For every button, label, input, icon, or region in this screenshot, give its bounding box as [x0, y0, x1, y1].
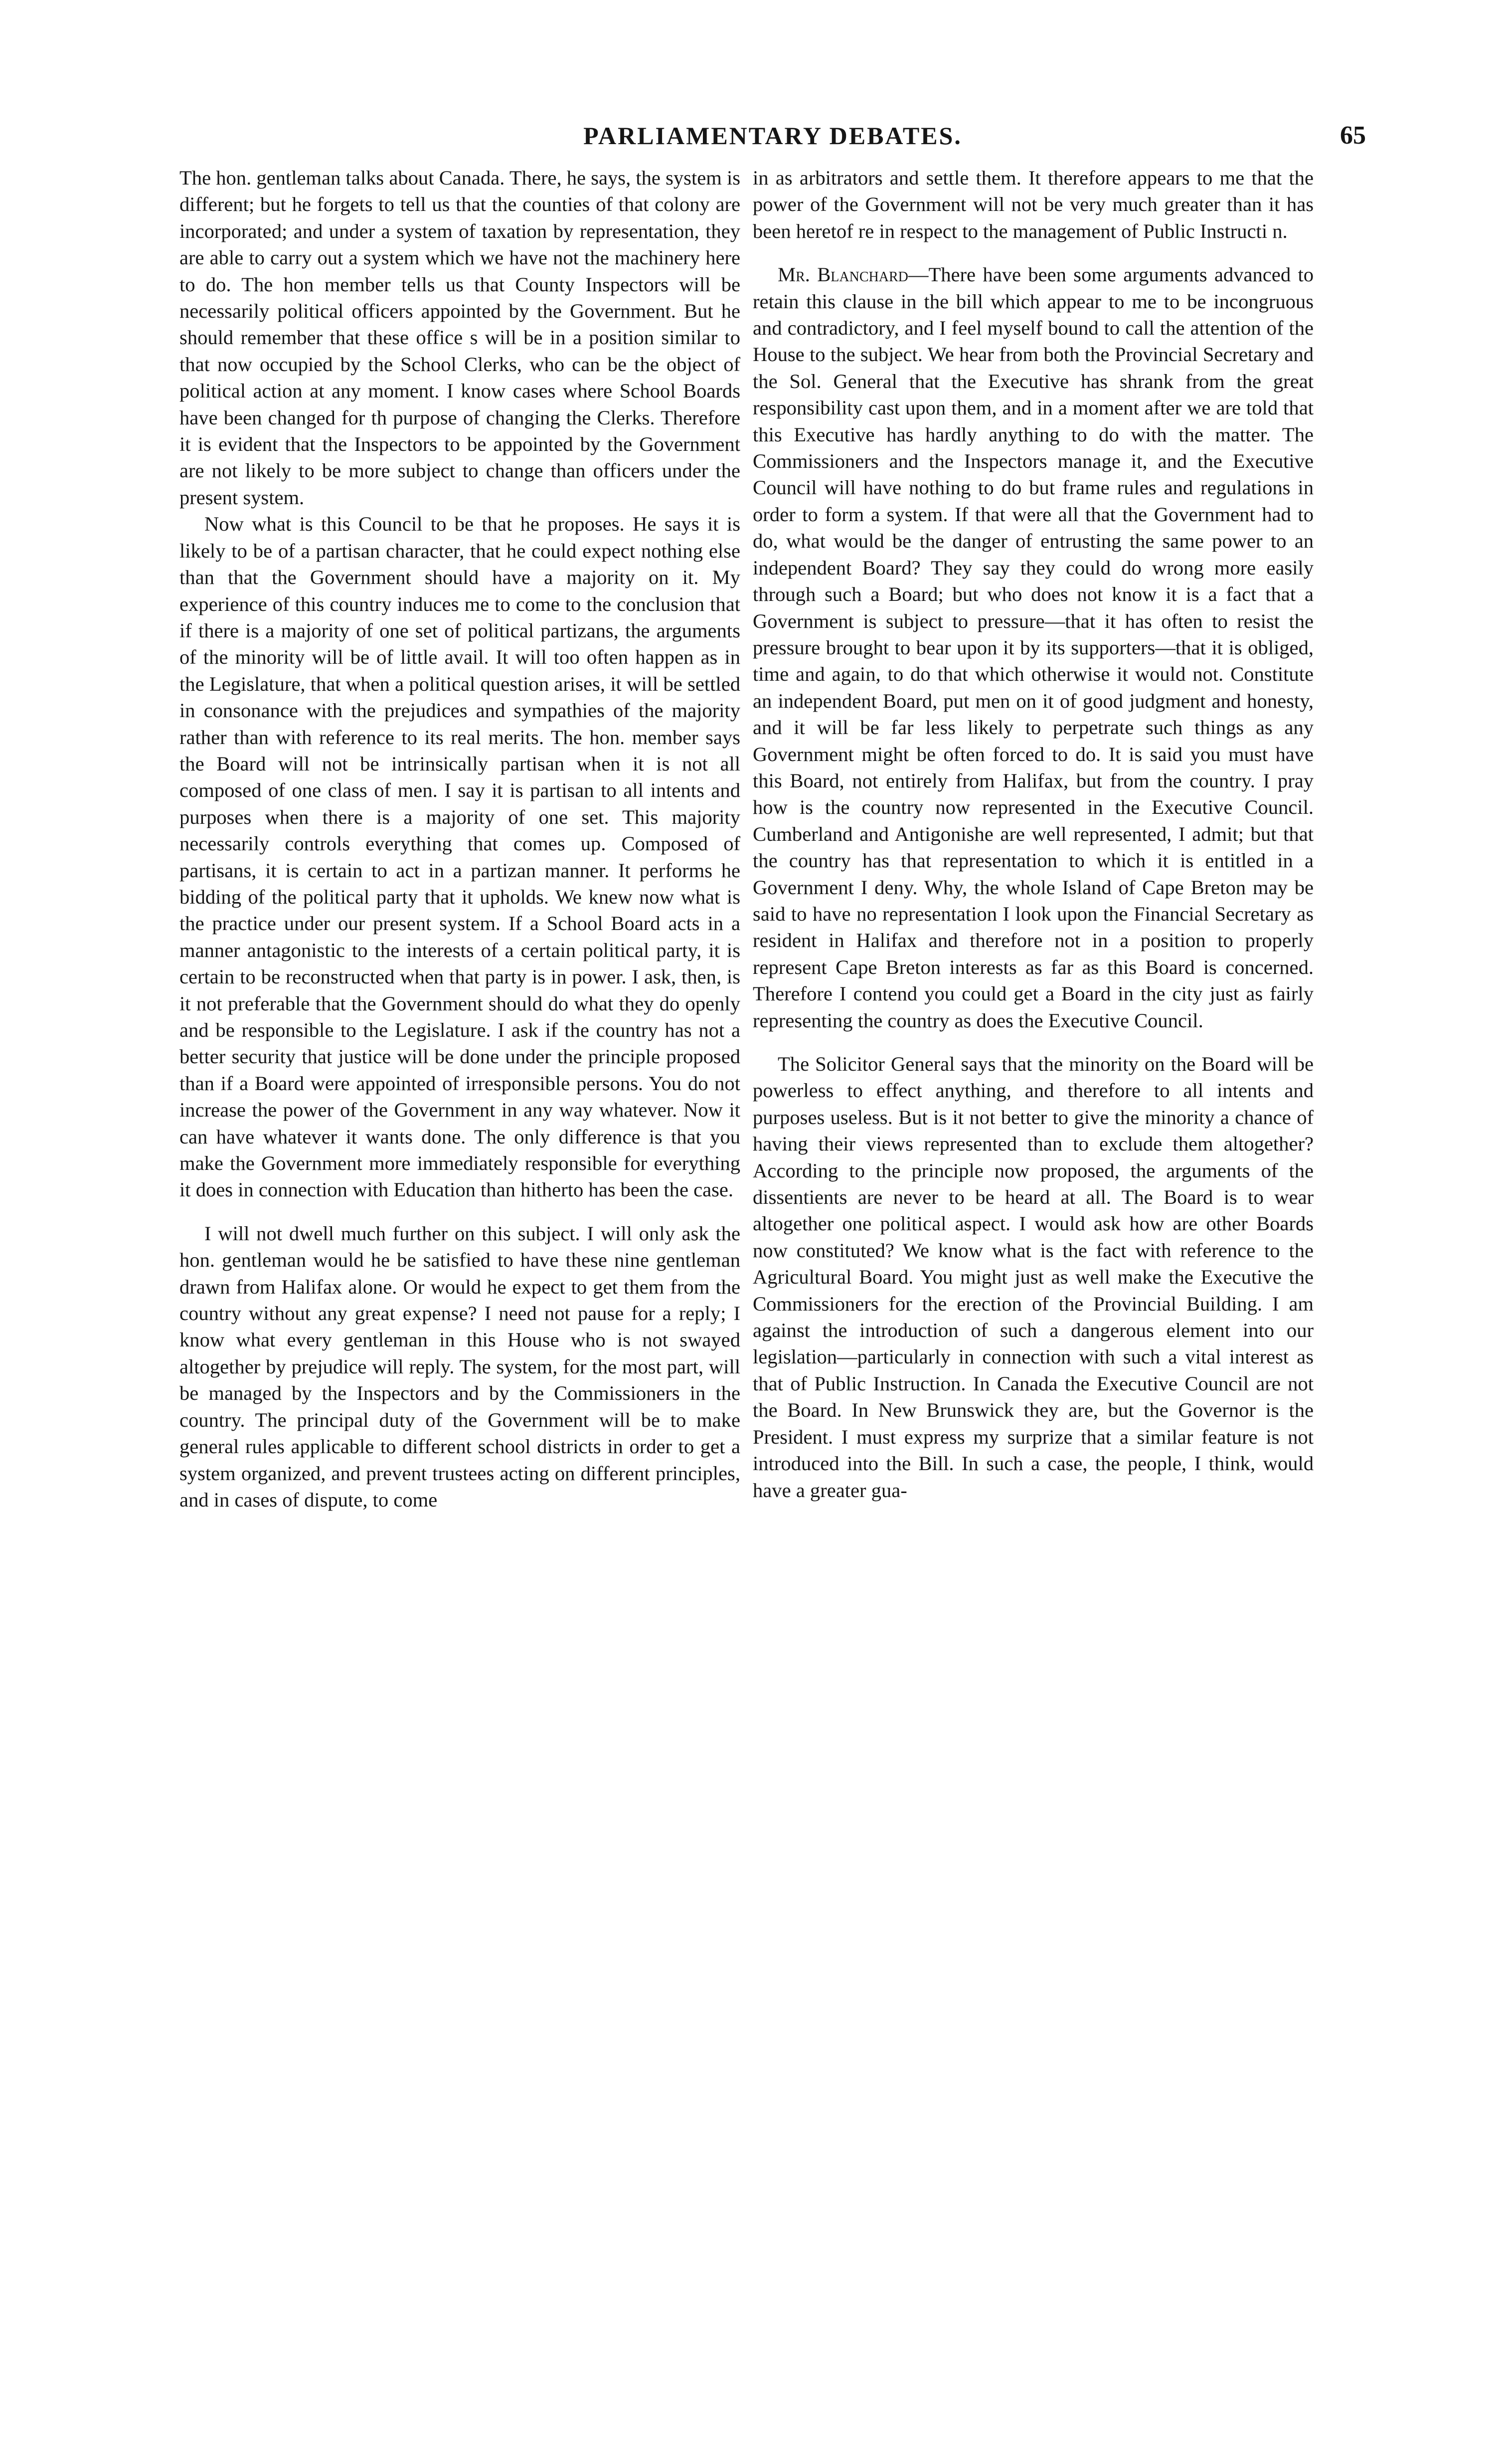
- running-title: PARLIAMENTARY DEBATES.: [583, 122, 962, 150]
- right-paragraph-3: The Solicitor General says that the minority on the Board will be powerless to effect anything, and therefore to all intents and purposes useless. But is it not better to give the minority a chance of having their views represented than to exclude them altogether? According to the principle now proposed, the arguments of the dissentients are never to be heard at all. The Board is to wear altogether one political aspect. I would ask how are other Boards now constituted? We know what is the fact with reference to the Agricultural Board. You might just as well make the Executive the Commissioners for the erection of the Provincial Building. I am against the introduction of such a dangerous element into our legislation—particularly in connection with such a vital interest as that of Public Instruction. In Canada the Executive Council are not the Board. In New Brunswick they are, but the Governor is the President. I must express my surprize that a similar feature is not introduced into the Bill. In such a case, the people, I think, would have a greater gua-: [753, 1053, 1314, 1502]
- left-paragraph-3: I will not dwell much further on this subject. I will only ask the hon. gentleman would he be satisfied to have these nine gentleman drawn from Halifax alone. Or would he expect to get them from the country without any great expense? I need not pause for a reply; I know what every gentleman in this House who is not swayed altogether by prejudice will reply. The system, for the most part, will be managed by the Inspectors and by the Commissioners in the country. The principal duty of the Government will be to make general rules applicable to different school districts in order to get a system organized, and prevent trustees acting on different principles, and in cases of dispute, to come: [179, 1222, 740, 1511]
- speaker-name: Mr. Blanchard: [778, 263, 908, 286]
- left-paragraph-1: The hon. gentleman talks about Canada. There, he says, the system is different; but he forgets to tell us that the counties of that colony are incorporated; and under a system of taxation by representation, they are able to carry out a system which we have not the machinery here to do. The hon member tells us that County Inspectors will be necessarily political officers appointed by the Government. But he should remember that these office s will be in a position similar to that now occupied by the School Clerks, who can be the object of political action at any moment. I know cases where School Boards have been changed for th purpose of changing the Clerks. Therefore it is evident that the Inspectors to be appointed by the Government are not likely to be more subject to change than officers under the present system.: [179, 167, 740, 509]
- left-column: [179, 165, 740, 2379]
- right-paragraph-2: [753, 261, 1314, 1034]
- right-paragraph-2-text: —There have been some arguments advanced to retain this clause in the bill which appear to me to be incongruous and contradictory, and I feel myself bound to call the attention of the House to the subject. We hear from both the Provincial Secretary and the Sol. General that the Executive has shrank from the great responsibility cast upon them, and in a moment after we are told that this Executive has hardly anything to do with the matter. The Commissioners and the Inspectors manage it, and the Executive Council will have nothing to do but frame rules and regulations in order to form a system. If that were all that the Government had to do, what would be the danger of entrusting the same power to an independent Board? They say they could do wrong more easily through such a Board; but who does not know it is a fact that a Government is subject to pressure—that it has often to resist the pressure brought to bear upon it by its supporters—that it is obliged, time and again, to do that which otherwise it would not. Constitute an independent Board, put men on it of good judgment and honesty, and it will be far less likely to perpetrate such things as any Government might be often forced to do. It is said you must have this Board, not entirely from Halifax, but from the country. I pray how is the country now represented in the Executive Council. Cumberland and Antigonishe are well represented, I admit; but that the country has that representation to which it is entitled in a Government I deny. Why, the whole Island of Cape Breton may be said to have no representation I look upon the Financial Secretary as resident in Halifax and therefore not in a position to properly represent Cape Breton interests as far as this Board is concerned. Therefore I contend you could get a Board in the city just as fairly representing the country as does the Executive Council.: [753, 263, 1314, 1032]
- running-head: [179, 116, 1366, 156]
- page-number: 65: [1340, 121, 1366, 150]
- right-paragraph-1: in as arbitrators and settle them. It therefore appears to me that the power of the Government will not be very much greater than it has been heretof re in respect to the management of Public Instructi n.: [753, 167, 1314, 242]
- left-paragraph-2: Now what is this Council to be that he proposes. He says it is likely to be of a partisan character, that he could expect nothing else than that the Government should have a majority on it. My experience of this country induces me to come to the conclusion that if there is a majority of one set of political partizans, the arguments of the minority will be of little avail. It will too often happen as in the Legislature, that when a political question arises, it will be settled in consonance with the prejudices and sympathies of the majority rather than with reference to its real merits. The hon. member says the Board will not be intrinsically partisan when it is not all composed of one class of men. I say it is partisan to all intents and purposes when there is a majority of one set. This majority necessarily controls everything that comes up. Composed of partisans, it is certain to act in a partizan manner. It performs he bidding of the political party that it upholds. We knew now what is the practice under our present system. If a School Board acts in a manner antagonistic to the interests of a certain political party, it is certain to be reconstructed when that party is in power. I ask, then, is it not preferable that the Government should do what they do openly and be responsible to the Legislature. I ask if the country has not a better security that justice will be done under the principle proposed than if a Board were appointed of irresponsible persons. You do not increase the power of the Government in any way whatever. Now it can have whatever it wants done. The only difference is that you make the Government more immediately responsible for everything it does in connection with Education than hitherto has been the case.: [179, 513, 740, 1201]
- right-column: [753, 165, 1314, 2379]
